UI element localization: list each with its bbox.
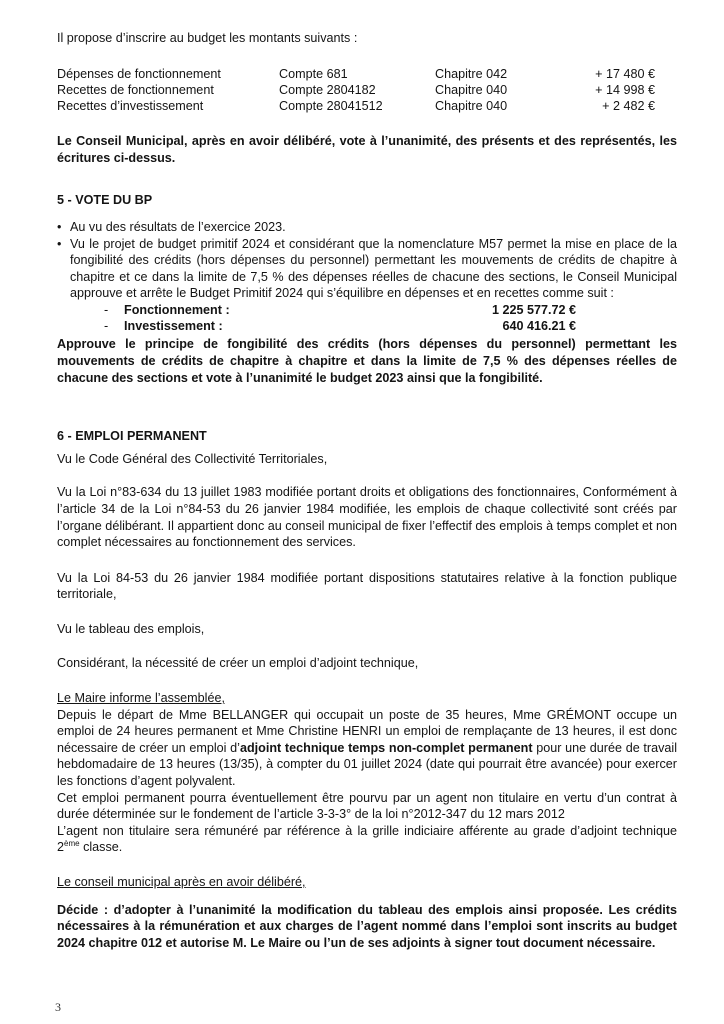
accounts-table <box>57 66 655 115</box>
text-run: pour une durée de travail hebdomadaire de 13 heures (13/35), à compter du 01 juillet 2024 (date qui pourrait être avancée) pour exercer les fonctions d’agent polyvalent. <box>57 740 677 789</box>
page-number: 3 <box>55 1000 61 1014</box>
account-compte: Compte 2804182 <box>279 82 376 97</box>
account-amount: + 14 998 € <box>595 82 655 97</box>
account-compte: Compte 28041512 <box>279 99 383 113</box>
decision-statement: Décide : d’adopter à l’unanimité la modification du tableau des emplois ainsi proposée. Les crédits nécessaires à la rémunération et aux charges de l’agent nommé dans l’emploi sont inscrits au budget 2024 chapitre 012 et autorise M. Le Maire ou l’un de ses adjoints à signer tout document nécessaire. <box>57 902 677 950</box>
paragraph <box>57 707 677 790</box>
paragraph <box>57 823 677 856</box>
bullet-icon: • <box>57 219 62 234</box>
dash-marker: - <box>104 319 109 334</box>
maire-heading: Le Maire informe l’assemblée, <box>57 691 225 706</box>
table-row <box>57 66 655 82</box>
total-label: Fonctionnement : <box>124 302 230 317</box>
text-run: L’agent non titulaire sera rémunéré par référence à la grille indiciaire afférente au grade d’adjoint technique 2 <box>57 823 677 855</box>
document-page <box>57 30 677 951</box>
table-row <box>57 82 655 98</box>
emphasis-text: adjoint technique temps non-complet permanent <box>239 740 533 755</box>
section-6-title: 6 - EMPLOI PERMANENT <box>57 429 207 444</box>
account-label: Recettes de fonctionnement <box>57 82 214 97</box>
vote-statement: Le Conseil Municipal, après en avoir délibéré, vote à l’unanimité, des présents et des représentés, les écritures ci-dessus. <box>57 134 677 165</box>
account-amount: + 17 480 € <box>595 66 655 81</box>
account-chapitre: Chapitre 040 <box>435 99 508 113</box>
list-item <box>57 236 677 302</box>
bullet-text: Vu le projet de budget primitif 2024 et considérant que la nomenclature M57 permet la mise en place de la fongibilité des crédits (hors dépenses du personnel) permettant les mouvements de crédits de chapitre à chapitre et ce dans la limite de 7,5 % des dépenses réelles de chacune des sections, le Conseil Municipal approuve et arrête le Budget Primitif 2024 qui s’équilibre en dépenses et en recettes comme suit : <box>70 236 677 301</box>
approve-statement: Approuve le principe de fongibilité des crédits (hors dépenses du personnel) permettant les mouvements de crédits de chapitre à chapitre et dans la limite de 7,5 % des dépenses réelles de chacune des sections et vote à l’unanimité le budget 2023 ainsi que la fongibilité. <box>57 337 677 385</box>
superscript: ème <box>64 839 80 849</box>
bullet-text: Au vu des résultats de l’exercice 2023. <box>70 219 286 234</box>
paragraph: Considérant, la nécessité de créer un emploi d’adjoint technique, <box>57 656 419 671</box>
table-row <box>104 302 576 318</box>
account-chapitre: Chapitre 040 <box>435 82 508 97</box>
dash-marker: - <box>104 302 109 317</box>
total-label: Investissement : <box>124 319 223 334</box>
account-compte: Compte 681 <box>279 66 348 81</box>
total-amount: 640 416.21 € <box>502 319 576 334</box>
account-amount: + 2 482 € <box>602 99 655 113</box>
section-5-title: 5 - VOTE DU BP <box>57 193 153 208</box>
paragraph: Vu le tableau des emplois, <box>57 621 205 636</box>
paragraph: Vu la Loi n°83-634 du 13 juillet 1983 modifiée portant droits et obligations des fonctionnaires, Conformément à l’article 34 de la Loi n°84-53 du 26 janvier 1984 modifiée, les emplois de chaque collectivité sont créés par l’organe délibérant. Il appartient donc au conseil municipal de fixer l’effectif des emplois à temps complet et non complet nécessaires au fonctionnement des services. <box>57 485 678 550</box>
table-row <box>104 318 576 334</box>
paragraph: Cet emploi permanent pourra éventuellement être pourvu par un agent non titulaire en vertu d’un contrat à durée déterminée sur le fondement de l’article 3-3-3° de la loi n°2012-347 du 12 mars 2012 <box>57 790 677 822</box>
section-5-bullet-list <box>57 219 677 302</box>
bullet-icon: • <box>57 236 62 251</box>
text-run: Depuis le départ de Mme BELLANGER qui occupait un poste de 35 heures, Mme GRÉMONT occupe un emploi de 24 heures permanent et Mme Christine HENRI un emploi de remplaçante de 13 heures, il est donc nécessaire de créer un emploi d’ <box>57 707 677 755</box>
budget-totals-table <box>104 302 576 334</box>
account-label: Recettes d’investissement <box>57 99 204 113</box>
text-run: classe. <box>79 840 123 855</box>
paragraph: Vu le Code Général des Collectivité Territoriales, <box>57 451 328 466</box>
total-amount: 1 225 577.72 € <box>491 302 576 317</box>
table-row <box>57 98 655 114</box>
conseil-heading: Le conseil municipal après en avoir délibéré, <box>57 875 306 890</box>
account-chapitre: Chapitre 042 <box>435 66 508 81</box>
intro-text: Il propose d’inscrire au budget les montants suivants : <box>57 31 358 45</box>
paragraph: Vu la Loi 84-53 du 26 janvier 1984 modifiée portant dispositions statutaires relative à la fonction publique territoriale, <box>57 570 677 602</box>
list-item <box>57 219 677 236</box>
account-label: Dépenses de fonctionnement <box>57 66 221 81</box>
